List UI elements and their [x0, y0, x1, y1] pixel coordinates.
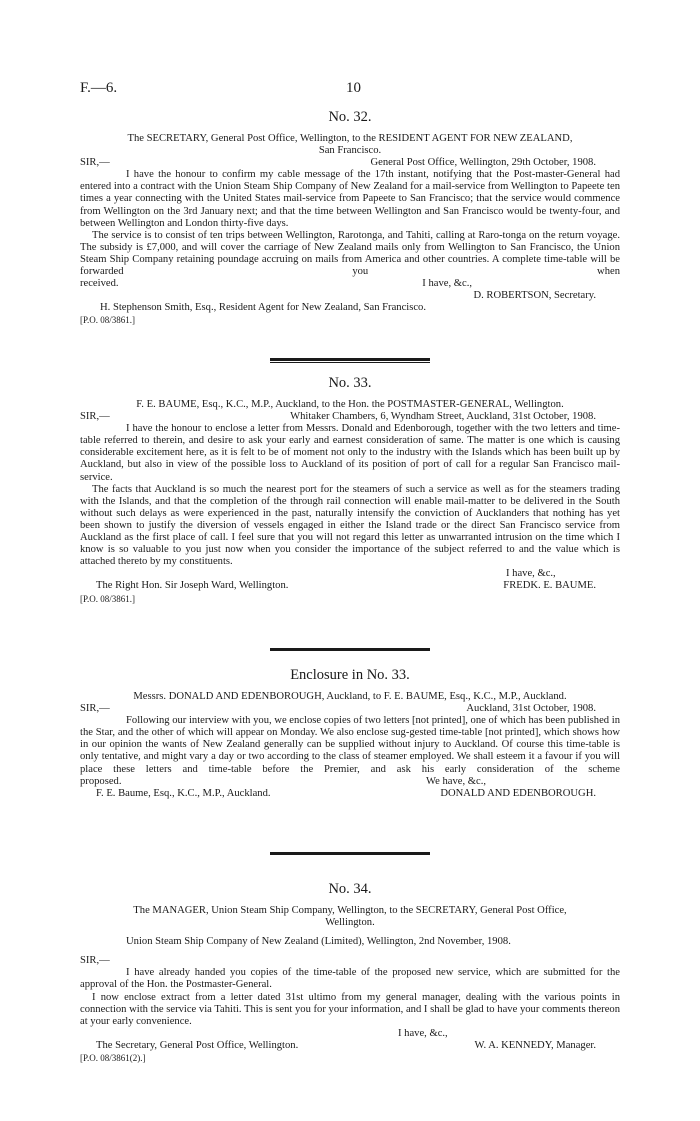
letter-address-continued: San Francisco. — [318, 145, 382, 157]
document-reference: F.—6. — [80, 80, 118, 96]
dateline: General Post Office, Wellington, 29th October, 1908. — [370, 157, 596, 169]
dateline: Auckland, 31st October, 1908. — [466, 703, 596, 715]
signature-row — [80, 580, 620, 592]
paragraph: I now enclose extract from a letter dated 31st ultimo from my general manager, dealing with the various points in connection with the service via Tahiti. This is sent you for your information, and I shall be glad to have your comments thereon at your early convenience. — [80, 991, 620, 1027]
paragraph-end: received. — [80, 278, 119, 290]
paragraph: I have the honour to enclose a letter from Messrs. Donald and Edenborough, together with the two letters and time-table referred to therein, and desire to ask your early and earnest consideration of same. The matter is one which is causing considerable excitement here, as it is felt to be of moment not only to the industry with the Islands which has been built up by Auckland, but also in view of the possible loss to Auckland of its position of port of call for a regular San Francisco mail-service. — [80, 423, 620, 483]
paragraph: The service is to consist of ten trips between Wellington, Rarotonga, and Tahiti, calling at Raro-tonga on the return voyage. The subsidy is £7,000, and will cover the carriage of New Zealand mails only from Wellington to San Francisco, the Union Steam Ship Company retaining poundage accruing on mails from America and other countries. A complete time-table will be forwarded you when — [80, 229, 620, 278]
addressee: The Right Hon. Sir Joseph Ward, Wellington. — [96, 580, 289, 592]
signature-row — [80, 1040, 620, 1052]
letter-title: No. 34. — [328, 881, 372, 897]
paragraph: The facts that Auckland is so much the nearest port for the steamers of such a service as well as for the steamers trading with the Islands, and that the completion of the through rail connection will enable mail-matter to be delivered in the South without such delays as were experienced in the past, naturally intensify the conviction of Aucklanders that nothing has yet been shown to justify the diversion of vessels engaged in either the Island trade or the direct San Francisco service from Auckland as the first place of call. I feel sure that you will not regard this letter as unwarranted intrusion on the time which I know is so valuable to you just now when you consider the importance of the subject referred to and the value which is attached thereto by my constituents. — [80, 483, 620, 568]
addressee: F. E. Baume, Esq., K.C., M.P., Auckland. — [96, 787, 271, 799]
paragraph: I have already handed you copies of the time-table of the proposed new service, which are submitted for the approval of the Hon. the Postmaster-General. — [80, 967, 620, 991]
signature: DONALD AND EDENBOROUGH. — [440, 787, 596, 799]
closing: We have, &c., — [425, 775, 486, 787]
salutation-row — [80, 157, 620, 169]
enclosure-in-no-33 — [80, 666, 620, 800]
signature: D. ROBERTSON, Secretary. — [473, 290, 596, 302]
page-number: 10 — [346, 80, 361, 96]
letter-title: No. 32. — [328, 109, 372, 125]
letter-title: No. 33. — [328, 375, 372, 391]
letter-title: Enclosure in No. 33. — [290, 667, 410, 683]
file-reference: [P.O. 08/3861.] — [80, 315, 136, 326]
salutation-row — [80, 411, 620, 423]
letter-no-32 — [80, 108, 620, 327]
file-reference: [P.O. 08/3861.] — [80, 593, 136, 604]
closing: I have, &c., — [422, 278, 472, 290]
letter-address: The MANAGER, Union Steam Ship Company, Wellington, to the SECRETARY, General Post Office, — [133, 905, 567, 916]
letter-address-continued: Wellington. — [325, 917, 375, 929]
section-divider — [270, 362, 430, 363]
section-divider — [270, 358, 430, 361]
addressee: H. Stephenson Smith, Esq., Resident Agent for New Zealand, San Francisco. — [100, 302, 427, 314]
page-header — [80, 80, 620, 100]
dateline: Whitaker Chambers, 6, Wyndham Street, Auckland, 31st October, 1908. — [290, 411, 596, 423]
paragraph: I have the honour to confirm my cable message of the 17th instant, notifying that the Post-master-General had entered into a contract with the Union Steam Ship Company of New Zealand for a mail-service from Wellington to Papeete ten times a year connecting with the United States mail-service from Papeete to San Francisco; that the service would commence from Wellington on the 3rd January next; and that the time between Wellington and San Francisco would be twenty-four, and between Wellington and London thirty-five days. — [80, 169, 620, 229]
section-divider — [270, 648, 430, 651]
letter-no-34 — [80, 880, 620, 1064]
letter-address: The SECRETARY, General Post Office, Wellington, to the RESIDENT AGENT FOR NEW ZEALAND, — [127, 133, 573, 144]
closing: I have, &c., — [506, 568, 556, 580]
section-divider — [270, 852, 430, 855]
paragraph-end: proposed. — [80, 775, 122, 787]
letter-address: Messrs. DONALD AND EDENBOROUGH, Auckland, to F. E. BAUME, Esq., K.C., M.P., Auckland. — [133, 691, 567, 702]
dateline: Union Steam Ship Company of New Zealand (Limited), Wellington, 2nd November, 1908. — [126, 936, 511, 948]
paragraph: Following our interview with you, we enclose copies of two letters [not printed], one of which has been published in the Star, and the other of which will appear on Monday. We also enclose sug-gested time-table [not printed], which shows how in our opinion the wants of New Zealand generally can be supplied without injury to Auckland. Of course this time-table is only tentative, and might vary a day or two according to the class of steamer employed. We shall esteem it a favour if you will place these letters and time-table before the Premier, and ask his early consideration of the scheme — [80, 715, 620, 775]
closing-row — [80, 776, 620, 788]
addressee: The Secretary, General Post Office, Wellington. — [96, 1039, 299, 1051]
signature: FREDK. E. BAUME. — [503, 580, 596, 592]
closing-row — [80, 278, 620, 290]
letter-no-33 — [80, 374, 620, 605]
salutation: SIR,— — [80, 157, 110, 169]
salutation: SIR,— — [80, 411, 110, 423]
signature: W. A. KENNEDY, Manager. — [474, 1039, 596, 1051]
salutation: SIR,— — [80, 703, 110, 715]
file-reference: [P.O. 08/3861(2).] — [80, 1053, 146, 1064]
salutation-row — [80, 703, 620, 715]
salutation: SIR,— — [80, 955, 110, 967]
closing: I have, &c., — [398, 1027, 448, 1039]
signature-row — [80, 788, 620, 800]
letter-address: F. E. BAUME, Esq., K.C., M.P., Auckland, to the Hon. the POSTMASTER-GENERAL, Wellington. — [136, 399, 564, 410]
